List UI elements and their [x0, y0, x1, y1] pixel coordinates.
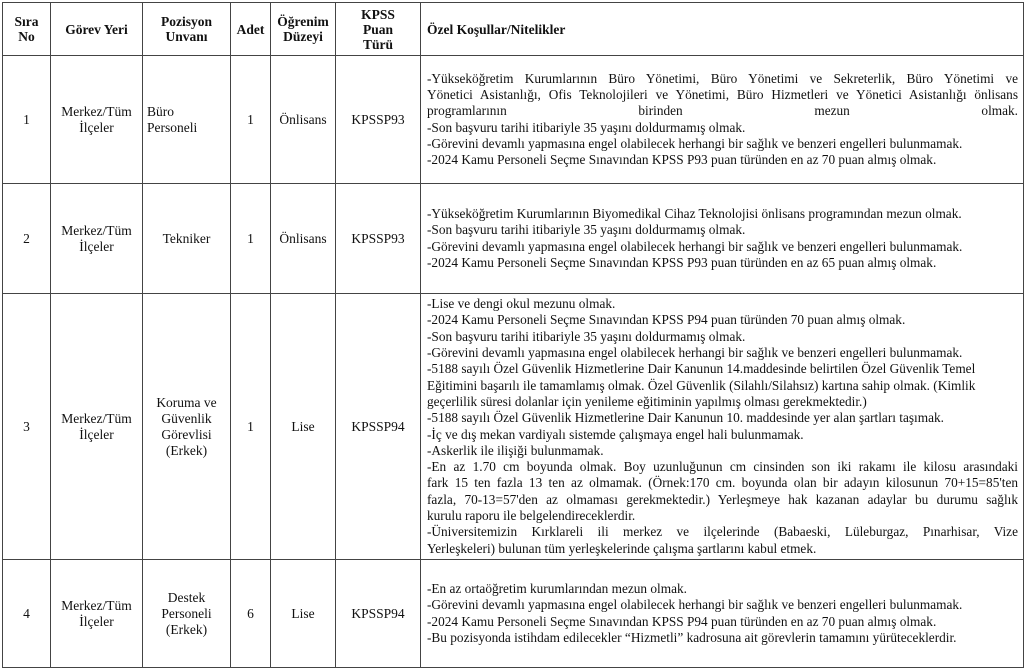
row-pozisyon: [143, 56, 231, 184]
header-ogrenim: [271, 3, 336, 56]
row-no: 4: [3, 560, 51, 668]
condition-line: -Son başvuru tarihi itibariyle 35 yaşını doldurmamış olmak.: [427, 222, 746, 238]
condition-line: -En az 1.70 cm boyunda olmak. Boy uzunluğunun cm cinsinden son iki rakamı ile kilosu arasındaki: [427, 459, 1018, 475]
gorev-yeri-line: İlçeler: [79, 238, 114, 254]
header-row: [3, 3, 1024, 56]
condition-line: -Son başvuru tarihi itibariyle 35 yaşını doldurmamış olmak.: [427, 119, 746, 135]
condition-line: fark 15 ten fazla 13 ten az olmamak. (Örnek:170 cm. boyunda olan bir adayın kilosunun 70+15=85'ten: [427, 475, 1018, 491]
gorev-yeri-line: İlçeler: [79, 613, 114, 629]
row-ogrenim: Önlisans: [271, 56, 336, 184]
header-sira-line: Sıra: [14, 14, 39, 29]
table-row: [3, 184, 1024, 294]
condition-line: -Görevini devamlı yapmasına engel olabilecek herhangi bir sağlık ve benzeri engelleri bulunmamak.: [427, 597, 963, 613]
header-duzeyi-line: Düzeyi: [283, 29, 323, 44]
condition-line: -5188 sayılı Özel Güvenlik Hizmetlerine Dair Kanunun 10. maddesinde yer alan şartları taşımak.: [427, 410, 944, 426]
gorev-yeri-line: İlçeler: [79, 119, 114, 135]
header-no-line: No: [18, 29, 35, 44]
row-kosullar: [421, 560, 1024, 668]
pozisyon-line: (Erkek): [165, 621, 208, 637]
pozisyon-line: Koruma ve: [156, 394, 217, 410]
condition-line: kurulu raporu ile belgelendireceklerdir.: [427, 507, 636, 523]
header-kosullar: Özel Koşullar/Nitelikler: [421, 3, 1024, 56]
row-kpss: KPSSP94: [336, 560, 421, 668]
row-pozisyon: [143, 560, 231, 668]
gorev-yeri-line: Merkez/Tüm: [61, 410, 132, 426]
row-kosullar: [421, 184, 1024, 294]
condition-line: -Yükseköğretim Kurumlarının Büro Yönetimi, Büro Yönetimi ve Sekreterlik, Büro Yönetimi ve: [427, 70, 1018, 86]
row-kosullar: [421, 56, 1024, 184]
pozisyon-line: Tekniker: [162, 230, 211, 246]
condition-line: geçerlilik süresi dolanlar için yenileme eğitiminin yapılmış olması gerekmektedir.): [427, 393, 867, 409]
row-pozisyon: [143, 184, 231, 294]
row-adet: 1: [231, 294, 271, 560]
row-kosullar: [421, 294, 1024, 560]
header-puan-line: Puan: [362, 21, 393, 37]
row-adet: 1: [231, 56, 271, 184]
condition-line: -Üniversitemizin Kırklareli ili merkez ve ilçelerinde (Babaeski, Lüleburgaz, Pınarhisar, Vize: [427, 524, 1018, 540]
condition-line: fazla, 70-13=57'den az olmaması gerekmektedir.) Yerleşmeye hak kazanan adaylar bu durumu sağlık: [427, 491, 1018, 507]
row-kpss: KPSSP93: [336, 184, 421, 294]
condition-line: Yerleşkeleri) bulunan tüm yerleşkelerinde çalışma şartlarını kabul etmek.: [427, 540, 817, 556]
table-row: [3, 294, 1024, 560]
table-row: [3, 560, 1024, 668]
row-no: 3: [3, 294, 51, 560]
header-kpss: [336, 3, 421, 56]
header-sira-no: [3, 3, 51, 56]
condition-line: -Görevini devamlı yapmasına engel olabilecek herhangi bir sağlık ve benzeri engelleri bulunmamak.: [427, 135, 963, 151]
header-adet: Adet: [231, 3, 271, 56]
row-pozisyon: [143, 294, 231, 560]
row-gorev-yeri: [51, 560, 143, 668]
row-gorev-yeri: [51, 184, 143, 294]
condition-line: -2024 Kamu Personeli Seçme Sınavından KPSS P93 puan türünden en az 65 puan almış olmak.: [427, 254, 937, 270]
row-kpss: KPSSP93: [336, 56, 421, 184]
condition-line: -İç ve dış mekan vardiyalı sistemde çalışmaya engel hali bulunmamak.: [427, 426, 804, 442]
gorev-yeri-line: Merkez/Tüm: [61, 597, 132, 613]
pozisyon-line: Personeli: [161, 605, 212, 621]
row-kpss: KPSSP94: [336, 294, 421, 560]
row-adet: 1: [231, 184, 271, 294]
condition-line: -Görevini devamlı yapmasına engel olabilecek herhangi bir sağlık ve benzeri engelleri bulunmamak.: [427, 238, 963, 254]
row-ogrenim: Önlisans: [271, 184, 336, 294]
condition-line: -Bu pozisyonda istihdam edilecekler “Hizmetli” kadrosuna ait görevlerin tamamını yürüteceklerdir.: [427, 629, 957, 645]
condition-line: -Son başvuru tarihi itibariyle 35 yaşını doldurmamış olmak.: [427, 328, 746, 344]
condition-line: -Görevini devamlı yapmasına engel olabilecek herhangi bir sağlık ve benzeri engelleri bulunmamak.: [427, 345, 963, 361]
header-pozisyon-line: Pozisyon: [160, 14, 212, 29]
condition-line: -Askerlik ile ilişiği bulunmamak.: [427, 442, 604, 458]
condition-line: -En az ortaöğretim kurumlarından mezun olmak.: [427, 580, 687, 596]
row-adet: 6: [231, 560, 271, 668]
row-ogrenim: Lise: [271, 560, 336, 668]
condition-line: -Yükseköğretim Kurumlarının Biyomedikal Cihaz Teknolojisi önlisans programından mezun olmak.: [427, 205, 962, 221]
gorev-yeri-line: Merkez/Tüm: [61, 103, 132, 119]
row-no: 1: [3, 56, 51, 184]
table-row: [3, 56, 1024, 184]
condition-line: -5188 sayılı Özel Güvenlik Hizmetlerine Dair Kanunun 14.maddesinde belirtilen Özel Güvenlik Temel: [427, 361, 976, 377]
pozisyon-line: Büro: [147, 103, 174, 119]
condition-line: -2024 Kamu Personeli Seçme Sınavından KPSS P94 puan türünden 70 puan almış olmak.: [427, 312, 906, 328]
row-no: 2: [3, 184, 51, 294]
pozisyon-line: Görevlisi: [161, 426, 212, 442]
condition-line: programlarının birinden mezun olmak.: [427, 103, 1018, 119]
condition-line: -Lise ve dengi okul mezunu olmak.: [427, 296, 616, 312]
gorev-yeri-line: Merkez/Tüm: [61, 222, 132, 238]
header-kpss-line: KPSS: [361, 6, 395, 22]
condition-line: -2024 Kamu Personeli Seçme Sınavından KPSS P94 puan türünden en az 70 puan almış olmak.: [427, 613, 937, 629]
row-ogrenim: Lise: [271, 294, 336, 560]
header-pozisyon: [143, 3, 231, 56]
header-turu-line: Türü: [362, 36, 393, 52]
pozisyon-line: (Erkek): [165, 442, 208, 458]
pozisyon-line: Destek: [167, 589, 206, 605]
condition-line: Yönetici Asistanlığı, Ofis Teknolojileri ve Yönetimi, Büro Hizmetleri ve Yönetici Asistanlığı önlisans: [427, 86, 1018, 102]
header-ogrenim-line: Öğrenim: [277, 14, 329, 29]
pozisyon-line: Personeli: [147, 119, 198, 135]
row-gorev-yeri: [51, 294, 143, 560]
pozisyon-line: Güvenlik: [161, 410, 212, 426]
header-unvani-line: Unvanı: [165, 29, 208, 44]
condition-line: Eğitimini başarılı ile tamamlamış olmak. Özel Güvenlik (Silahlı/Silahsız) kartına sahip olmak. (Kimlik: [427, 377, 976, 393]
positions-table: [2, 2, 1024, 668]
header-gorev-yeri: Görev Yeri: [51, 3, 143, 56]
condition-line: -2024 Kamu Personeli Seçme Sınavından KPSS P93 puan türünden en az 70 puan almış olmak.: [427, 152, 937, 168]
row-gorev-yeri: [51, 56, 143, 184]
gorev-yeri-line: İlçeler: [79, 426, 114, 442]
